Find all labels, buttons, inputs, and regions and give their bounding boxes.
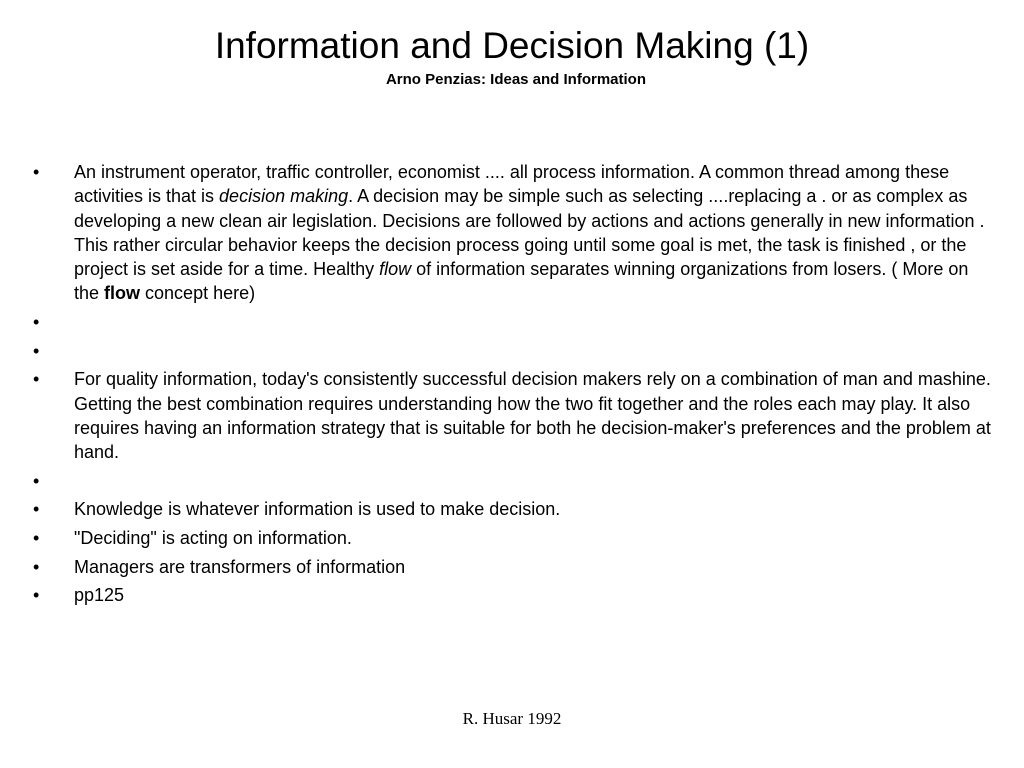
bullet-item — [33, 583, 993, 607]
bullet-text: "Deciding" is acting on information. — [74, 527, 352, 548]
bullet-item — [33, 469, 993, 493]
bullet-marker: • — [33, 556, 40, 577]
bullet-item — [33, 160, 993, 306]
bullet-text: concept here) — [140, 283, 256, 304]
bullet-item — [33, 526, 993, 550]
bullet-item — [33, 497, 993, 521]
bullet-text: of information separates winning organizations from losers. ( More on the — [74, 259, 969, 304]
bullet-text: decision making — [219, 186, 349, 207]
bullet-marker: • — [33, 312, 40, 333]
bullet-text: Knowledge is whatever information is used to make decision. — [74, 499, 561, 520]
bullet-text: flow — [379, 259, 412, 280]
slide-subtitle: Arno Penzias: Ideas and Information — [385, 71, 647, 88]
slide-title: Information and Decision Making (1) — [214, 25, 810, 66]
bullet-item — [33, 367, 993, 464]
footer-credit: R. Husar 1992 — [462, 709, 562, 728]
bullet-text: Managers are transformers of information — [74, 556, 406, 577]
bullet-item — [33, 339, 993, 363]
bullet-marker: • — [33, 162, 40, 182]
bullet-list — [33, 160, 993, 612]
bullet-text: flow — [104, 283, 141, 304]
bullet-marker: • — [33, 527, 40, 548]
bullet-marker: • — [33, 369, 40, 390]
bullet-text: For quality information, today's consistently successful decision makers rely on a combination of man and mashine. Getting the best combination requires understanding how the two fit together and the roles each may play. It also requires having an information strategy that is suitable for both he decision-maker's preferences and the problem at hand. — [74, 369, 991, 463]
bullet-marker: • — [33, 340, 40, 361]
bullet-item — [33, 555, 993, 579]
bullet-text: An instrument operator, traffic controller, economist .... all process information. A common thread among these activities is that is — [74, 162, 950, 207]
bullet-item — [33, 310, 993, 334]
bullet-text: pp125 — [74, 585, 125, 606]
bullet-marker: • — [33, 585, 40, 606]
bullet-marker: • — [33, 499, 40, 520]
bullet-marker: • — [33, 470, 40, 491]
bullet-text: . A decision may be simple such as selecting ....replacing a . or as complex as developing a new clean air legislation. Decisions are followed by actions and actions generally in new information . This rather circular behavior keeps the decision process going until some goal is met, the task is finished , or the project is set aside for a time. Healthy — [74, 186, 985, 280]
